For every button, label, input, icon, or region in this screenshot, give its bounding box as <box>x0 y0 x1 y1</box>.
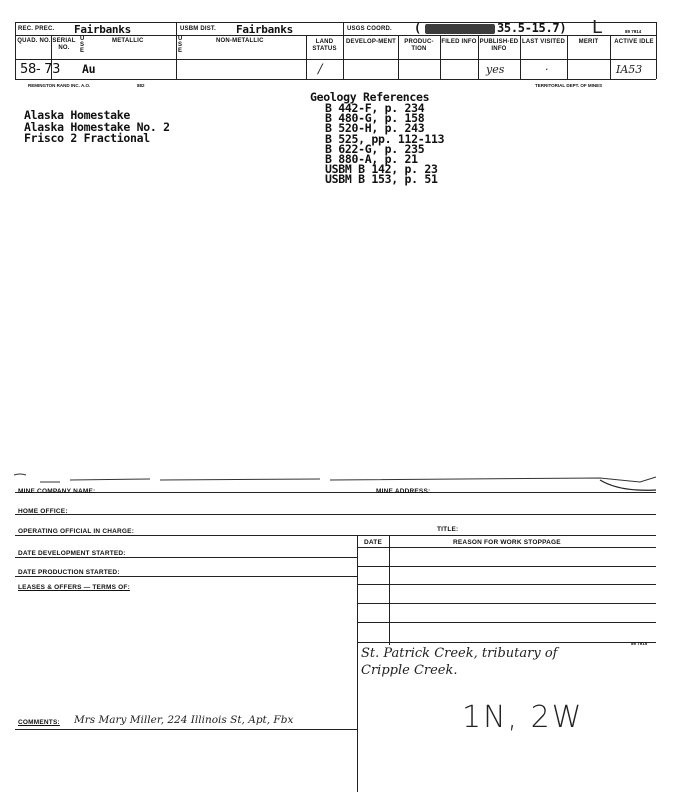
published-value: yes <box>486 63 505 76</box>
rec-prec-label: REC. PREC. <box>18 26 55 32</box>
serial-no-label: SERIAL NO. <box>52 38 76 51</box>
quad-serial-value: 58- 73 <box>20 62 61 77</box>
home-office-line <box>15 514 656 515</box>
geology-ref: USBM B 142, p. 23 <box>325 162 438 177</box>
geology-ref: B 525, pp. 112-113 <box>325 131 445 146</box>
active-idle-value: IA53 <box>616 63 643 76</box>
form-number-top: 89 7914 <box>625 29 642 34</box>
date-development-label: DATE DEVELOPMENT STARTED: <box>18 550 126 557</box>
land-status-value: / <box>318 62 323 77</box>
production-label: PRODUC-TION <box>404 39 434 52</box>
title-label: TITLE: <box>437 526 459 533</box>
last-visited-label: LAST VISITED <box>521 39 566 45</box>
mine-names-list <box>24 110 170 145</box>
geology-ref: B 880-A, p. 21 <box>325 151 418 166</box>
stoppage-row-line <box>357 622 656 623</box>
last-visited-dot: · <box>545 63 549 76</box>
metallic-label: METALLIC <box>112 38 144 44</box>
quad-no-label: QUAD. NO. <box>17 38 51 44</box>
home-office-label: HOME OFFICE: <box>18 508 68 515</box>
header-right-border <box>656 22 657 79</box>
header-left-border <box>15 22 16 79</box>
header-row2-line <box>15 59 656 60</box>
comments-label: COMMENTS: <box>18 719 60 726</box>
header-bottom-line <box>15 79 656 80</box>
mine-name: Alaska Homestake No. 2 <box>24 119 170 134</box>
mine-name: Frisco 2 Fractional <box>24 131 150 145</box>
divider-metallic <box>176 22 177 79</box>
filed-info-label: FILED INFO <box>441 39 477 45</box>
merit-label: MERIT <box>578 39 599 45</box>
date-production-label: DATE PRODUCTION STARTED: <box>18 569 120 576</box>
stoppage-date-divider <box>389 535 390 645</box>
territorial-label: TERRITORIAL DEPT. OF MINES <box>535 83 603 88</box>
stoppage-row-line <box>357 584 656 585</box>
operating-official-line <box>15 535 656 536</box>
active-idle-label: ACTIVE IDLE <box>614 39 654 45</box>
published-info-label: PUBLISH-ED INFO <box>479 39 519 52</box>
development-label: DEVELOP-MENT <box>345 39 397 45</box>
usgs-coord-label: USGS COORD. <box>347 26 392 32</box>
usbm-dist-value: Fairbanks <box>236 23 293 36</box>
geology-ref: USBM B 153, p. 51 <box>325 172 438 187</box>
divider-land-status <box>343 22 344 79</box>
township-range: 1N, 2W <box>462 700 584 735</box>
rec-prec-value: Fairbanks <box>74 23 131 36</box>
mine-company-label: MINE COMPANY NAME: <box>18 488 96 495</box>
geology-ref: B 480-G, p. 158 <box>325 111 425 126</box>
geology-ref: B 520-H, p. 243 <box>325 121 425 136</box>
redacted-coordinates <box>425 24 495 34</box>
mine-address-label: MINE ADDRESS: <box>376 488 431 495</box>
printer-code: 882 <box>137 83 145 88</box>
reason-column-label: REASON FOR WORK STOPPAGE <box>453 539 561 546</box>
usgs-coord-value: 35.5-15.7) <box>497 21 567 35</box>
stoppage-row-line <box>357 603 656 604</box>
mine-company-line <box>15 492 656 493</box>
use-nonmetallic-label: U S E <box>178 36 183 54</box>
comments-value: Mrs Mary Miller, 224 Illinois St, Apt, Fbx <box>74 714 294 726</box>
divider-merit <box>610 35 611 79</box>
date-column-label: DATE <box>364 539 383 546</box>
metallic-value: Au <box>82 62 96 76</box>
geology-ref: B 622-G, p. 235 <box>325 141 425 156</box>
stoppage-row-line <box>357 566 656 567</box>
use-metallic-label: U S E <box>80 36 85 54</box>
non-metallic-label: NON-METALLIC <box>216 38 264 44</box>
location-note-line1: St. Patrick Creek, tributary of <box>361 646 558 661</box>
stoppage-bottom-line <box>357 642 656 643</box>
date-prod-line <box>15 576 357 577</box>
usbm-dist-label: USBM DIST. <box>180 26 217 32</box>
leases-label: LEASES & OFFERS — TERMS OF: <box>18 584 130 591</box>
notes-divider <box>357 642 358 792</box>
printer-note: REMINGTON RAND INC. A.O. <box>28 83 91 88</box>
geology-ref: B 442-F, p. 234 <box>325 101 425 115</box>
stoppage-header-line <box>357 547 656 548</box>
land-status-label: LAND STATUS <box>312 39 337 52</box>
stoppage-box-left <box>357 535 358 645</box>
usgs-coord-open: ( <box>414 21 421 35</box>
geology-title: Geology References <box>310 90 430 104</box>
form-number-bottom: 89 7915 <box>631 641 648 646</box>
check-mark: L <box>592 17 603 38</box>
mine-name: Alaska Homestake <box>24 108 130 122</box>
date-dev-line <box>15 557 357 558</box>
location-note-line2: Cripple Creek. <box>361 663 458 678</box>
comments-line <box>15 729 357 730</box>
operating-official-label: OPERATING OFFICIAL IN CHARGE: <box>18 528 135 535</box>
geology-refs-list <box>325 103 444 185</box>
torn-edge <box>0 470 678 500</box>
